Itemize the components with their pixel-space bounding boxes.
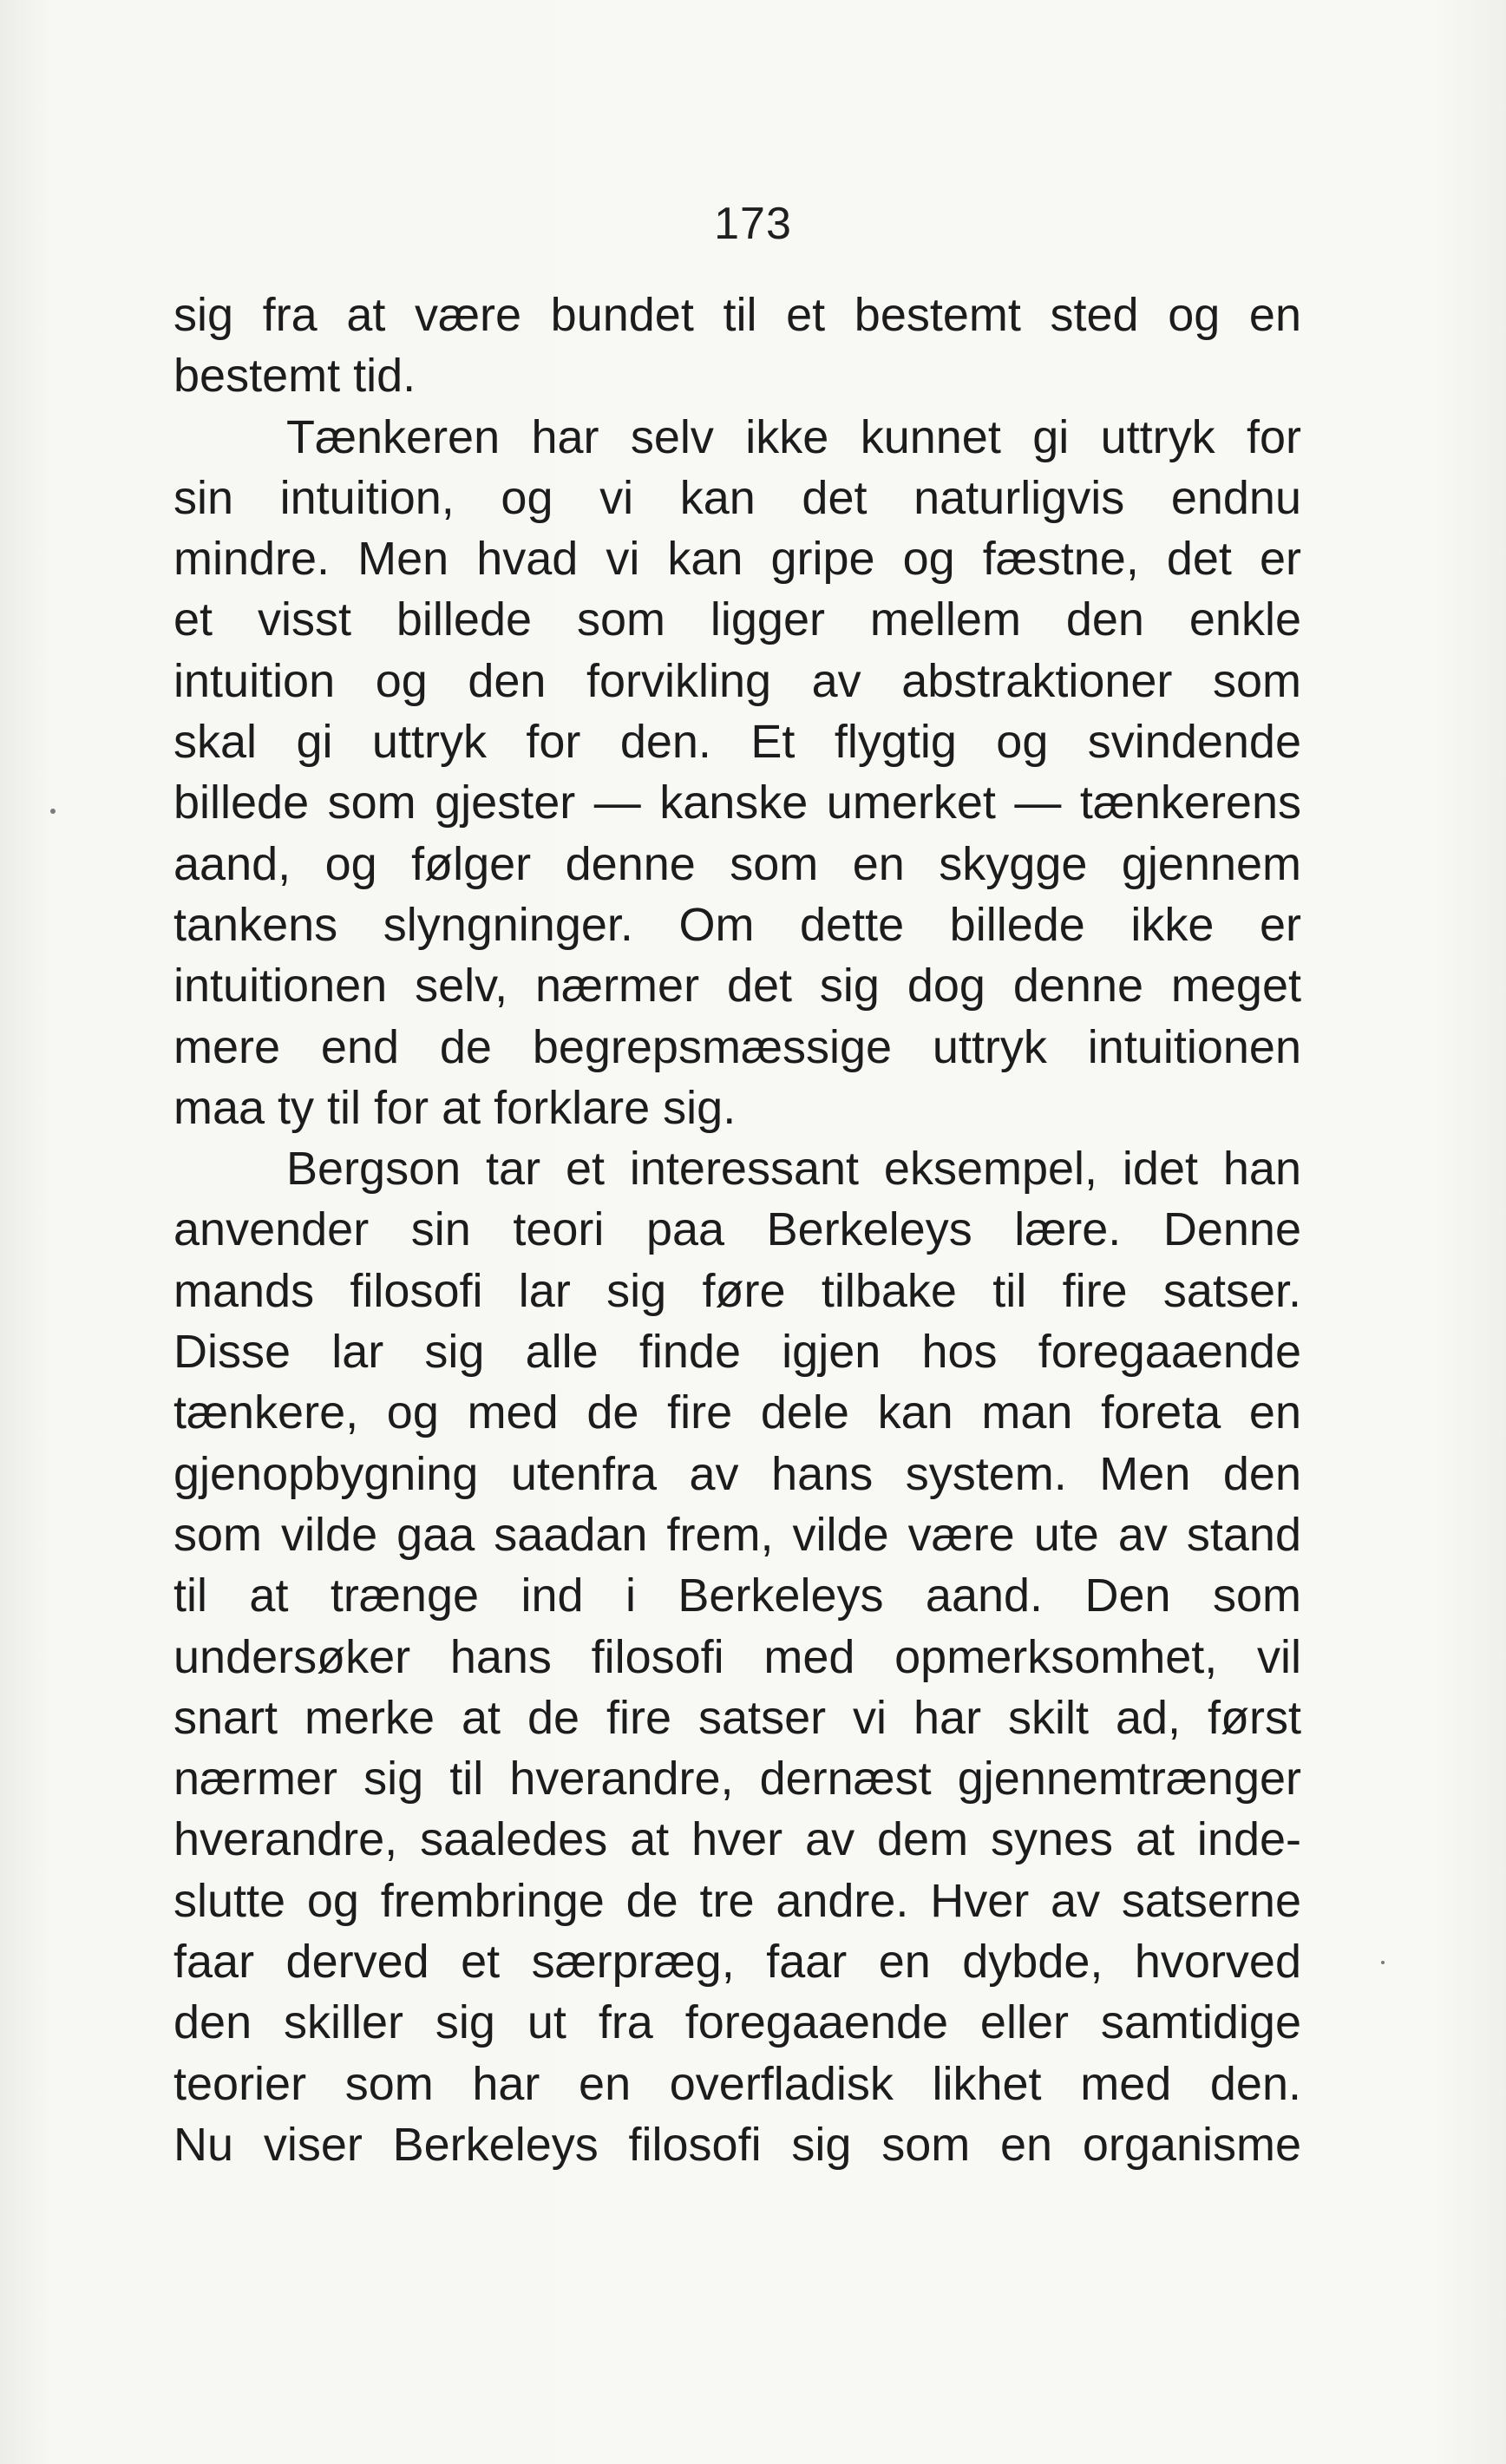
text-line: faar derved et særpræg, faar en dybde, hvorved — [174, 1936, 1301, 1989]
text-line: billede som gjester — kanske umerket — tænkerens — [174, 777, 1301, 829]
text-line: nærmer sig til hverandre, dernæst gjennemtrænger — [174, 1753, 1301, 1805]
body-text — [174, 285, 1301, 2175]
text-line: sin intuition, og vi kan det naturligvis endnu — [174, 471, 1301, 524]
text-line: sig fra at være bundet til et bestemt sted og en — [174, 289, 1301, 341]
text-line: teorier som har en overfladisk likhet med den. — [174, 2057, 1301, 2110]
text-line: snart merke at de fire satser vi har skilt ad, først — [174, 1691, 1301, 1744]
paper-speck — [1381, 1961, 1385, 1964]
text-line: hverandre, saaledes at hver av dem synes at inde- — [174, 1813, 1301, 1866]
text-line: et visst billede som ligger mellem den enkle — [174, 593, 1301, 646]
text-line: bestemt tid. — [174, 350, 416, 403]
text-line: Nu viser Berkeleys filosofi sig som en organisme — [174, 2118, 1301, 2171]
text-line: skal gi uttryk for den. Et flygtig og svindende — [174, 716, 1301, 769]
text-line: Bergson tar et interessant eksempel, idet han — [286, 1143, 1301, 1196]
text-line: den skiller sig ut fra foregaaende eller samtidige — [174, 1996, 1301, 2049]
text-line: intuitionen selv, nærmer det sig dog denne meget — [174, 960, 1301, 1012]
text-line: til at trænge ind i Berkeleys aand. Den som — [174, 1569, 1301, 1622]
text-line: som vilde gaa saadan frem, vilde være ute av stand — [174, 1508, 1301, 1561]
text-line: Disse lar sig alle finde igjen hos foregaaende — [174, 1326, 1301, 1379]
text-line: undersøker hans filosofi med opmerksomhet, vil — [174, 1630, 1301, 1683]
text-line: tankens slyngninger. Om dette billede ikke er — [174, 898, 1301, 951]
text-line: gjenopbygning utenfra av hans system. Men den — [174, 1447, 1301, 1500]
text-line: maa ty til for at forklare sig. — [174, 1081, 737, 1134]
text-line: aand, og følger denne som en skygge gjennem — [174, 837, 1301, 890]
text-line: tænkere, og med de fire dele kan man foreta en — [174, 1386, 1301, 1439]
text-line: mindre. Men hvad vi kan gripe og fæstne, det er — [174, 533, 1301, 586]
text-line: slutte og frembringe de tre andre. Hver av satserne — [174, 1874, 1301, 1927]
paper-speck — [50, 809, 56, 814]
page-number: 173 — [714, 199, 792, 249]
text-line: anvender sin teori paa Berkeleys lære. Denne — [174, 1203, 1301, 1256]
text-line: Tænkeren har selv ikke kunnet gi uttryk for — [286, 410, 1301, 463]
text-line: intuition og den forvikling av abstraktioner som — [174, 654, 1301, 707]
text-line: mands filosofi lar sig føre tilbake til fire satser. — [174, 1264, 1301, 1317]
text-line: mere end de begrepsmæssige uttryk intuitionen — [174, 1020, 1301, 1073]
